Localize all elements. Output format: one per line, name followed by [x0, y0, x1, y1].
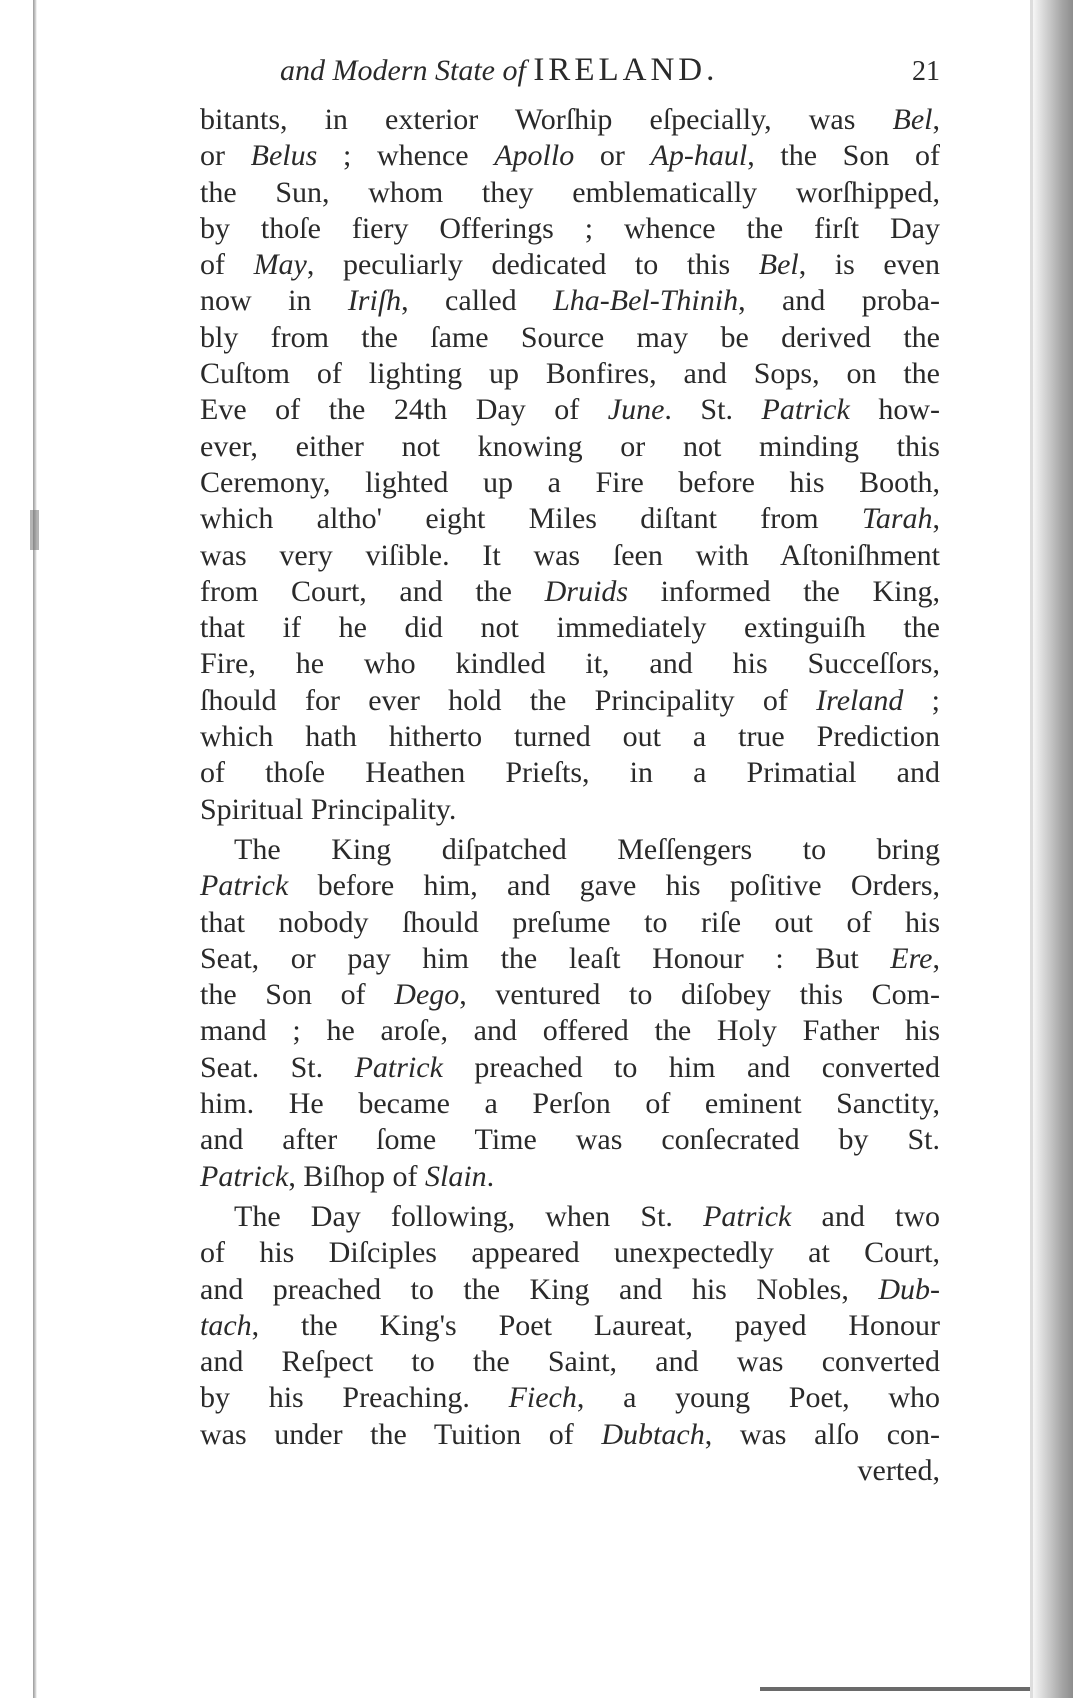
roman-text: ,	[932, 502, 940, 536]
text-line	[200, 1086, 940, 1122]
roman-text: , was alſo con-	[704, 1417, 940, 1451]
roman-text: the Sun, whom they emblematically worſhipped,	[200, 175, 940, 209]
text-line	[200, 905, 940, 941]
text-line	[200, 1235, 940, 1271]
italic-text: Lha-Bel-Thinih	[553, 284, 739, 318]
roman-text: ſhould for ever hold the Principality of	[200, 683, 817, 717]
text-line	[200, 501, 940, 537]
text-line	[200, 792, 940, 828]
text-line	[200, 1344, 940, 1380]
text-line	[200, 538, 940, 574]
running-head-caps: IRELAND.	[533, 52, 719, 88]
roman-text: , the King's Poet Laureat, payed Honour	[251, 1308, 940, 1342]
roman-text: Ceremony, lighted up a Fire before his Booth,	[200, 465, 940, 499]
roman-text: , and proba-	[738, 284, 940, 318]
text-line	[200, 755, 940, 791]
roman-text: . St.	[664, 393, 762, 427]
text-line	[200, 1159, 940, 1195]
roman-text: bitants, in exterior Worſhip eſpecially, was	[200, 103, 893, 136]
text-line	[200, 1417, 940, 1453]
roman-text: ,	[932, 103, 940, 136]
italic-text: Dub-	[878, 1272, 940, 1306]
text-line	[200, 574, 940, 610]
paragraph	[200, 102, 940, 828]
italic-text: Iriſh	[347, 284, 402, 318]
page-scan-right-edge	[1033, 0, 1073, 1698]
roman-text: Eve of the 24th Day of	[200, 393, 608, 427]
italic-text: Patrick	[200, 869, 289, 903]
roman-text: or	[200, 139, 251, 173]
page-scan-left-mark	[30, 510, 39, 550]
roman-text: mand ; he aroſe, and offered the Holy Father his	[200, 1014, 940, 1048]
italic-text: Fiech	[508, 1381, 577, 1415]
roman-text: informed the King,	[628, 574, 940, 608]
roman-text: and after ſome Time was conſecrated by St.	[200, 1123, 940, 1157]
text-line	[200, 683, 940, 719]
roman-text: of his Diſciples appeared unexpectedly at Court,	[200, 1236, 940, 1270]
text-line	[200, 429, 940, 465]
text-line	[200, 392, 940, 428]
roman-text: of	[200, 248, 254, 282]
roman-text: him. He became a Perſon of eminent Sanctity,	[200, 1087, 940, 1121]
roman-text: Seat. St.	[200, 1050, 355, 1084]
catchword: verted,	[857, 1453, 940, 1487]
text-line	[200, 719, 940, 755]
italic-text: Bel	[758, 248, 799, 282]
text-line	[200, 610, 940, 646]
roman-text: Spiritual Principality.	[200, 792, 457, 826]
roman-text: and Reſpect to the Saint, and was converted	[200, 1345, 940, 1379]
text-line	[200, 247, 940, 283]
roman-text: ,	[932, 941, 940, 975]
roman-text: which hath hitherto turned out a true Prediction	[200, 720, 940, 754]
italic-text: Slain	[424, 1159, 487, 1193]
book-page	[200, 40, 940, 1489]
roman-text: , a young Poet, who	[576, 1381, 940, 1415]
roman-text: Fire, he who kindled it, and his Succeſſors,	[200, 647, 940, 681]
text-line	[200, 283, 940, 319]
italic-text: Patrick	[200, 1159, 289, 1193]
italic-text: Apollo	[494, 139, 575, 173]
roman-text: by his Preaching.	[200, 1381, 509, 1415]
roman-text: ever, either not knowing or not minding this	[200, 429, 940, 463]
roman-text: ;	[903, 683, 940, 717]
text-line	[200, 465, 940, 501]
text-line	[200, 320, 940, 356]
italic-text: May	[253, 248, 307, 282]
italic-text: June	[607, 393, 665, 427]
italic-text: Patrick	[703, 1199, 792, 1233]
roman-text: ; whence	[317, 139, 495, 173]
italic-text: tach	[200, 1308, 252, 1342]
paragraph	[200, 832, 940, 1195]
text-line	[200, 1122, 940, 1158]
italic-text: Tarah	[861, 502, 933, 536]
roman-text: Seat, or pay him the leaſt Honour : But	[200, 941, 891, 975]
roman-text: that nobody ſhould preſume to riſe out of his	[200, 905, 940, 939]
roman-text: and two	[791, 1199, 940, 1233]
text-line	[200, 646, 940, 682]
roman-text: how-	[849, 393, 940, 427]
roman-text: which altho' eight Miles diſtant from	[200, 502, 862, 536]
page-scan-bottom-rule	[760, 1687, 1030, 1691]
text-line	[200, 868, 940, 904]
italic-text: Patrick	[354, 1050, 443, 1084]
roman-text: before him, and gave his poſitive Orders,	[288, 869, 940, 903]
italic-text: Druids	[544, 574, 628, 608]
roman-text: The King diſpatched Meſſengers to bring	[234, 832, 940, 866]
page-scan-left-edge	[33, 0, 37, 1698]
text-line	[200, 356, 940, 392]
text-line	[200, 977, 940, 1013]
roman-text: , is even	[798, 248, 940, 282]
roman-text: , ventured to diſobey this Com-	[459, 978, 940, 1012]
italic-text: Bel	[892, 103, 933, 136]
text-line	[200, 1380, 940, 1416]
roman-text: and preached to the King and his Nobles,	[200, 1272, 879, 1306]
roman-text: or	[574, 139, 651, 173]
roman-text: by thoſe fiery Offerings ; whence the firſt Day	[200, 211, 940, 245]
roman-text: bly from the ſame Source may be derived the	[200, 320, 940, 354]
roman-text: was very viſible. It was ſeen with Aſtoniſhment	[200, 538, 940, 572]
roman-text: , peculiarly dedicated to this	[306, 248, 759, 282]
roman-text: preached to him and converted	[442, 1050, 940, 1084]
italic-text: Ireland	[816, 683, 904, 717]
text-line	[200, 138, 940, 174]
italic-text: Ap-haul	[650, 139, 748, 173]
roman-text: was under the Tuition of	[200, 1417, 602, 1451]
text-line	[200, 832, 940, 868]
page-number: 21	[912, 56, 940, 87]
roman-text: of thoſe Heathen Prieſts, in a Primatial and	[200, 756, 940, 790]
roman-text: Cuſtom of lighting up Bonfires, and Sops, on the	[200, 357, 940, 391]
roman-text: from Court, and the	[200, 574, 545, 608]
roman-text: , the Son of	[747, 139, 940, 173]
roman-text: , called	[401, 284, 554, 318]
running-head	[200, 40, 940, 102]
text-line	[200, 175, 940, 211]
roman-text: now in	[200, 284, 348, 318]
roman-text: , Biſhop of	[288, 1159, 425, 1193]
text-line	[200, 941, 940, 977]
body-text	[200, 102, 940, 1489]
text-line	[200, 1272, 940, 1308]
italic-text: Dubtach	[601, 1417, 705, 1451]
text-line	[200, 102, 940, 138]
roman-text: The Day following, when St.	[234, 1199, 704, 1233]
paragraph	[200, 1199, 940, 1453]
italic-text: Belus	[250, 139, 318, 173]
roman-text: .	[486, 1159, 495, 1193]
running-head-title	[280, 50, 718, 91]
text-line	[200, 1050, 940, 1086]
text-line	[200, 211, 940, 247]
italic-text: Ere	[890, 941, 933, 975]
running-head-italic: and Modern State of	[280, 54, 526, 87]
text-line	[200, 1013, 940, 1049]
italic-text: Patrick	[761, 393, 850, 427]
roman-text: the Son of	[200, 978, 395, 1012]
text-line	[200, 1308, 940, 1344]
italic-text: Dego	[394, 978, 460, 1012]
text-line	[200, 1199, 940, 1235]
roman-text: that if he did not immediately extinguiſh the	[200, 611, 940, 645]
